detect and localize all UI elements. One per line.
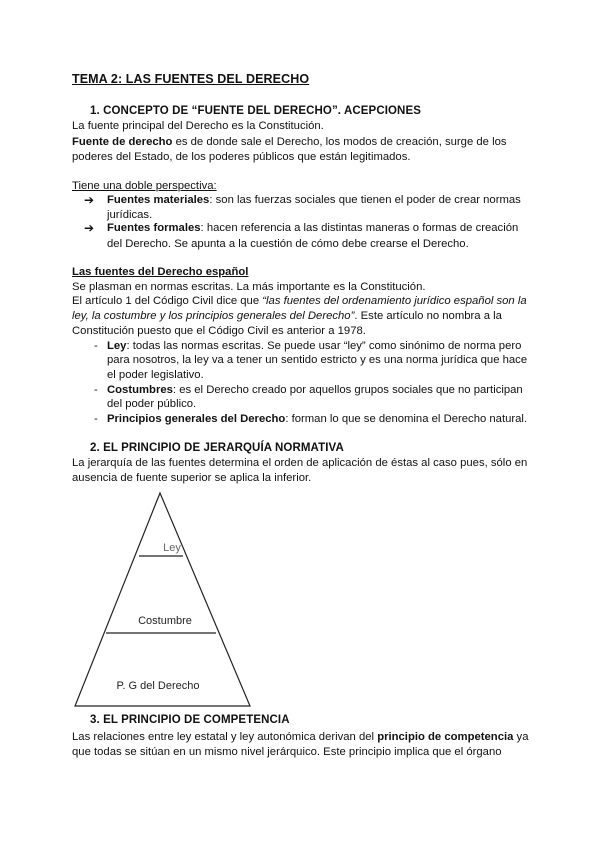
- pyramid-label-costumbre: Costumbre: [138, 615, 192, 627]
- dash-bullet: -: [94, 384, 98, 396]
- list-item-cont: para nosotros, la ley va a tener un sentido estricto y es una norma jurídica que hace: [107, 354, 528, 366]
- list-item: Ley: todas las normas escritas. Se puede usar “ley” como sinónimo de norma pero: [107, 340, 522, 352]
- pyramid-label-ley: Ley: [163, 542, 181, 554]
- paragraph-line: ausencia de fuente superior se aplica la inferior.: [72, 472, 312, 484]
- paragraph-line: La fuente principal del Derecho es la Constitución.: [72, 120, 324, 132]
- list-item-cont: del poder público.: [107, 398, 197, 410]
- paragraph-line: poderes del Estado, de los poderes públicos que están legitimados.: [72, 151, 411, 163]
- section-2-heading: 2. EL PRINCIPIO DE JERARQUÍA NORMATIVA: [90, 442, 344, 454]
- paragraph-line: Constitución puesto que el Código Civil es anterior a 1978.: [72, 325, 366, 337]
- bullet-item: Fuentes formales: hacen referencia a las distintas maneras o formas de creación: [107, 222, 519, 234]
- pyramid-outline: [75, 493, 250, 706]
- paragraph-line: El artículo 1 del Código Civil dice que “las fuentes del ordenamiento jurídico español son la: [72, 295, 527, 307]
- section-3-heading: 3. EL PRINCIPIO DE COMPETENCIA: [90, 714, 290, 726]
- list-item: Principios generales del Derecho: forman lo que se denomina el Derecho natural.: [107, 413, 528, 425]
- page-title: TEMA 2: LAS FUENTES DEL DERECHO: [72, 72, 310, 86]
- bullet-item: Fuentes materiales: son las fuerzas sociales que tienen el poder de crear normas: [107, 194, 521, 206]
- paragraph-line: Las relaciones entre ley estatal y ley autonómica derivan del principio de competencia ya: [72, 731, 529, 743]
- pyramid-label-pg-derecho: P. G del Derecho: [116, 680, 200, 692]
- paragraph-line: que todas se sitúan en un mismo nivel jerárquico. Este principio implica que el órgano: [72, 746, 502, 758]
- arrow-bullet-icon: ➔: [84, 193, 95, 207]
- paragraph-line: Fuente de derecho es de donde sale el Derecho, los modos de creación, surge de los: [72, 136, 507, 148]
- perspective-label: Tiene una doble perspectiva:: [72, 180, 217, 192]
- list-item-cont: el poder legislativo.: [107, 369, 204, 381]
- dash-bullet: -: [94, 340, 98, 352]
- bullet-item-cont: jurídicas.: [107, 209, 153, 221]
- paragraph-line: Se plasman en normas escritas. La más importante es la Constitución.: [72, 281, 426, 293]
- subsection-heading: Las fuentes del Derecho español: [72, 266, 249, 278]
- section-1-heading: 1. CONCEPTO DE “FUENTE DEL DERECHO”. ACEPCIONES: [90, 105, 422, 117]
- bullet-item-cont: del Derecho. Se apunta a la cuestión de cómo debe crearse el Derecho.: [107, 238, 469, 250]
- dash-bullet: -: [94, 413, 98, 425]
- paragraph-line: ley, la costumbre y los principios generales del Derecho”. Este artículo no nombra a la: [72, 310, 502, 322]
- arrow-bullet-icon: ➔: [84, 221, 95, 235]
- paragraph-line: La jerarquía de las fuentes determina el orden de aplicación de éstas al caso pues, sólo en: [72, 457, 528, 469]
- list-item: Costumbres: es el Derecho creado por aquellos grupos sociales que no participan: [107, 384, 523, 396]
